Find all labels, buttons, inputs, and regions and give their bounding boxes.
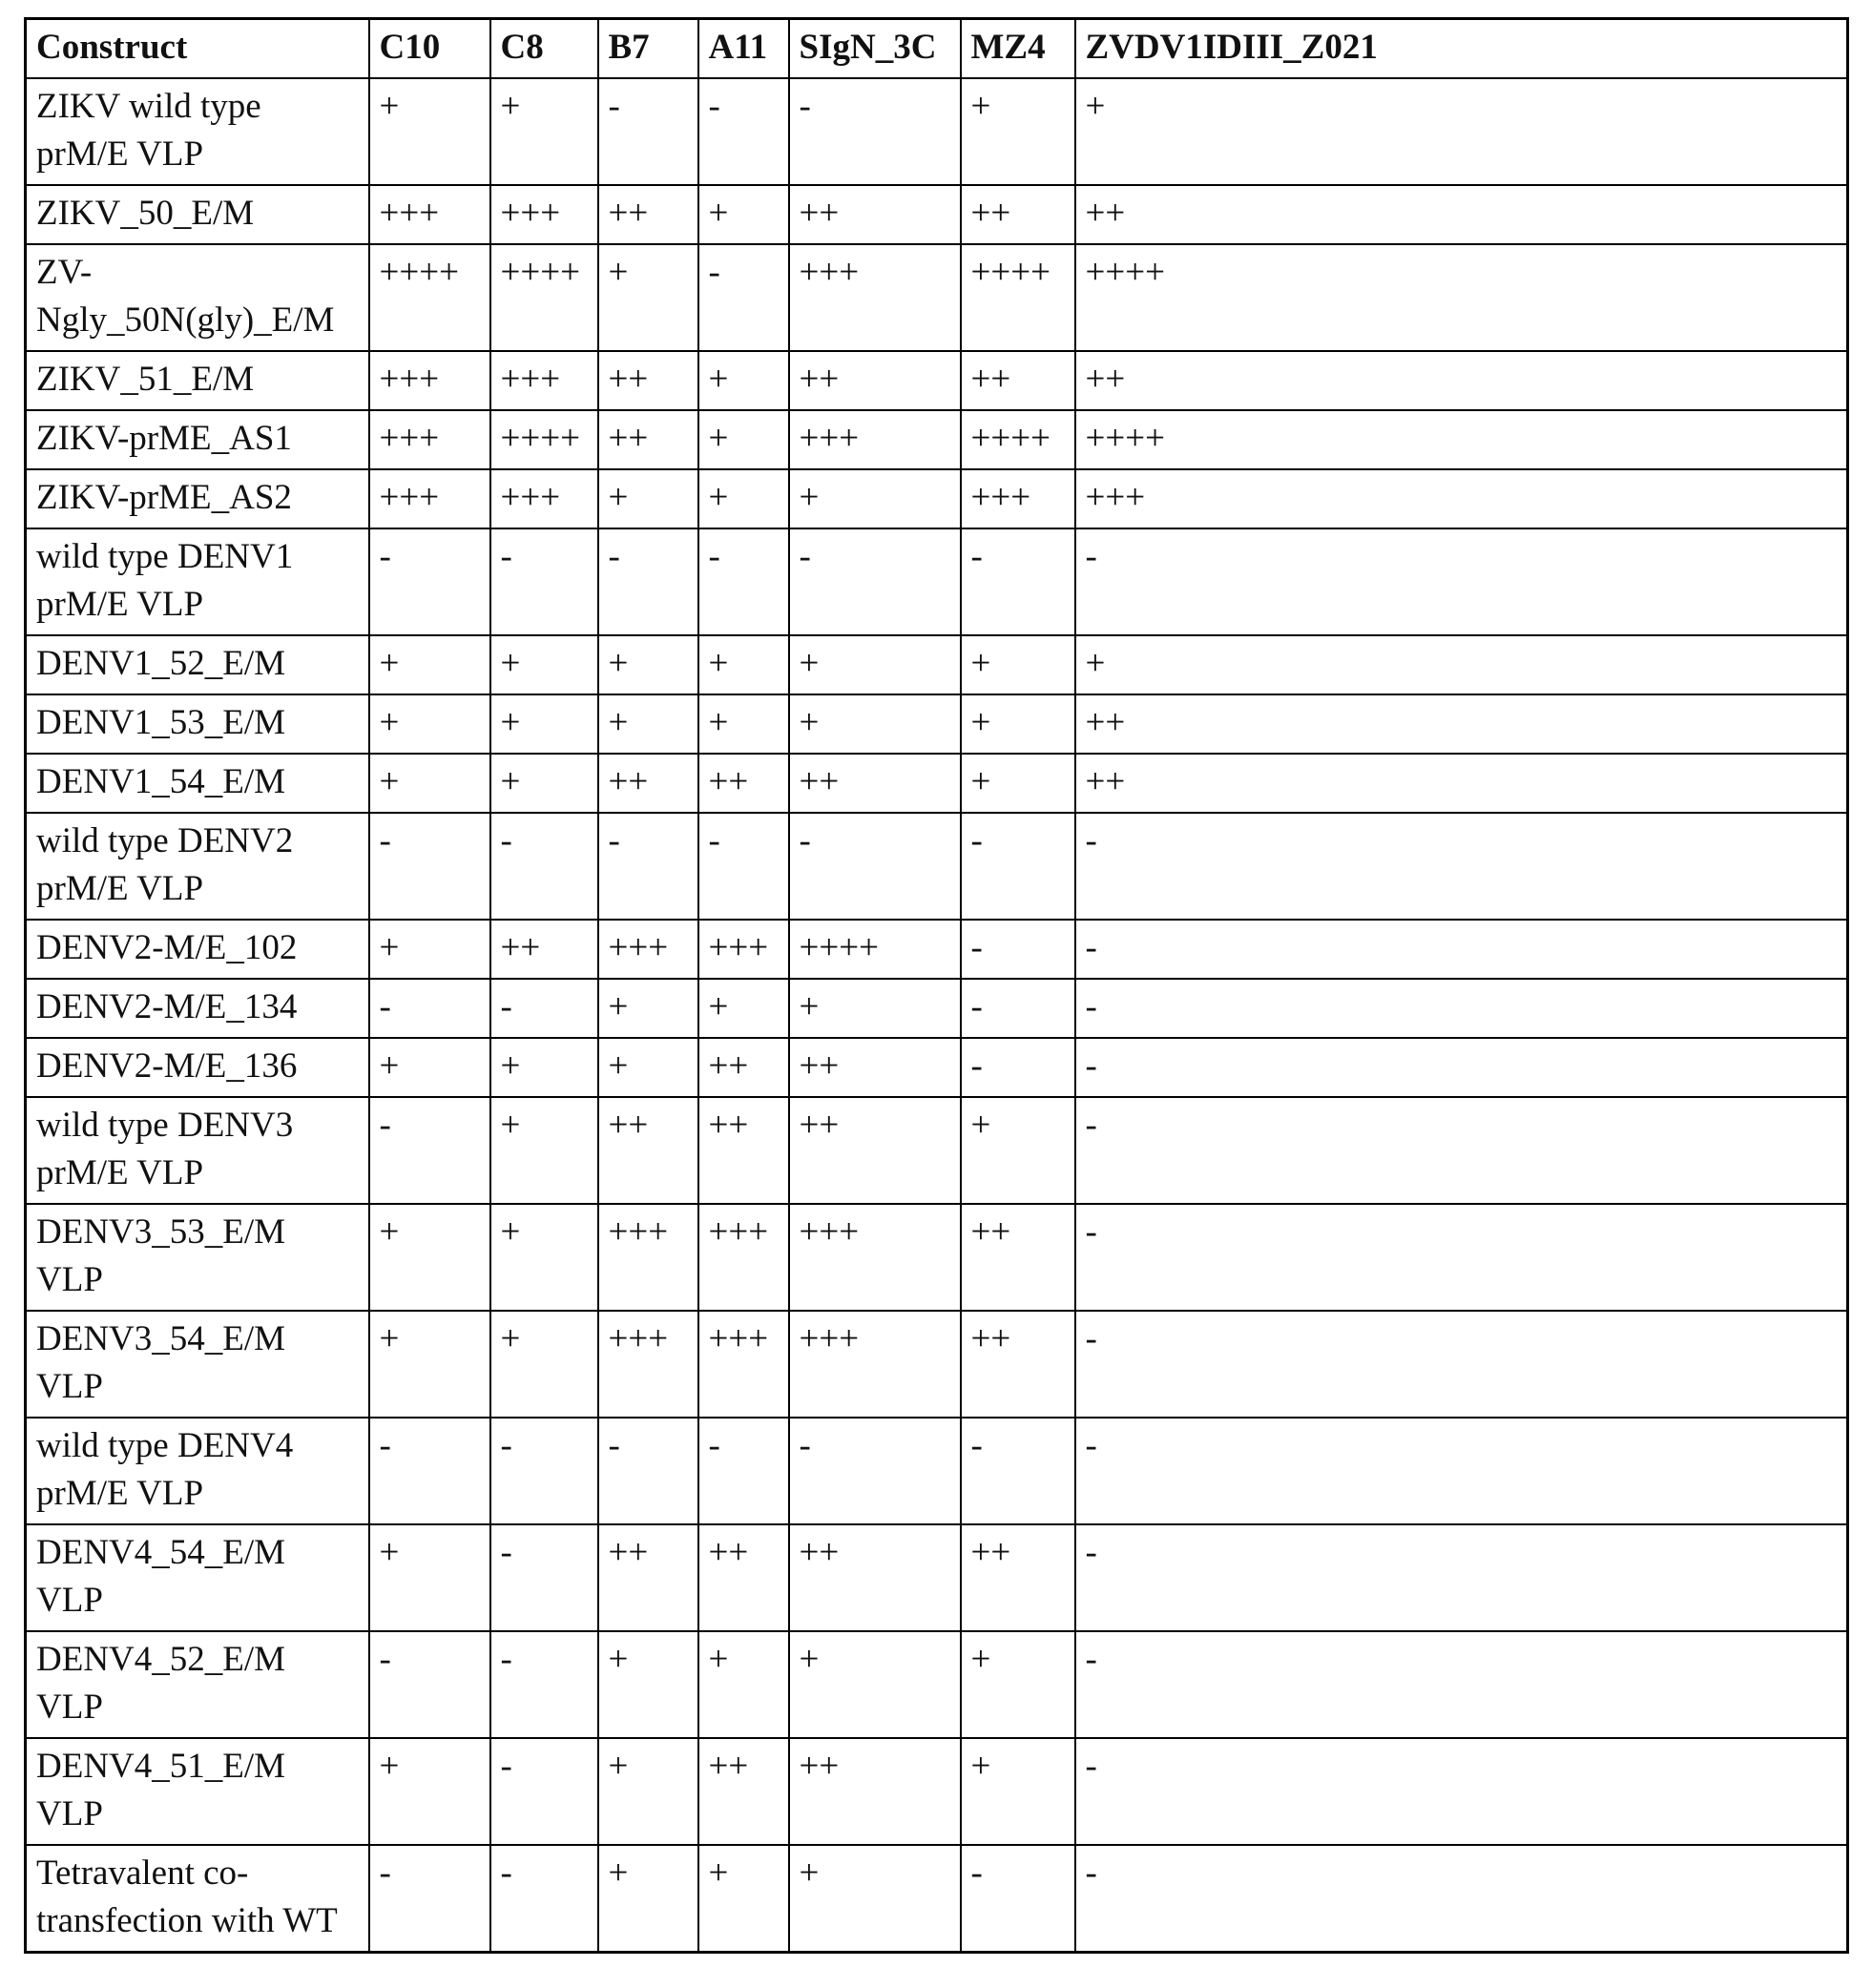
value-cell: - <box>1075 1204 1848 1311</box>
value-cell: - <box>961 813 1075 920</box>
value-cell: ++ <box>789 185 961 244</box>
value-cell: ++ <box>490 920 598 979</box>
table-row <box>26 1204 1848 1311</box>
value-cell: ++ <box>1075 694 1848 754</box>
value-cell: + <box>698 979 789 1038</box>
value-cell: +++ <box>369 185 490 244</box>
construct-cell: ZIKV wild type prM/E VLP <box>26 78 369 185</box>
value-cell: + <box>961 1097 1075 1204</box>
value-cell: ++ <box>789 1097 961 1204</box>
table-row <box>26 410 1848 469</box>
value-cell: + <box>961 694 1075 754</box>
value-cell: + <box>598 1631 698 1738</box>
value-cell: + <box>598 244 698 351</box>
value-cell: +++ <box>789 1311 961 1418</box>
value-cell: - <box>369 813 490 920</box>
column-header-c8: C8 <box>490 19 598 79</box>
column-header-sign-3c: SIgN_3C <box>789 19 961 79</box>
value-cell: - <box>1075 1524 1848 1631</box>
value-cell: + <box>789 979 961 1038</box>
value-cell: +++ <box>598 920 698 979</box>
value-cell: - <box>1075 1418 1848 1524</box>
value-cell: + <box>961 78 1075 185</box>
value-cell: - <box>961 979 1075 1038</box>
value-cell: ++++ <box>961 244 1075 351</box>
value-cell: + <box>961 754 1075 813</box>
value-cell: - <box>490 1524 598 1631</box>
value-cell: - <box>598 78 698 185</box>
table-row <box>26 1738 1848 1845</box>
value-cell: + <box>369 78 490 185</box>
table-row <box>26 1845 1848 1953</box>
value-cell: - <box>1075 979 1848 1038</box>
value-cell: ++ <box>1075 185 1848 244</box>
construct-cell: ZV- Ngly_50N(gly)_E/M <box>26 244 369 351</box>
column-header-mz4: MZ4 <box>961 19 1075 79</box>
value-cell: - <box>698 244 789 351</box>
value-cell: + <box>698 694 789 754</box>
value-cell: ++ <box>961 1311 1075 1418</box>
value-cell: ++ <box>698 1738 789 1845</box>
value-cell: - <box>1075 1631 1848 1738</box>
value-cell: +++ <box>490 469 598 528</box>
value-cell: + <box>789 1631 961 1738</box>
value-cell: + <box>369 635 490 694</box>
value-cell: - <box>490 1738 598 1845</box>
value-cell: + <box>369 1204 490 1311</box>
value-cell: + <box>961 1738 1075 1845</box>
value-cell: + <box>598 979 698 1038</box>
construct-cell: Tetravalent co- transfection with WT <box>26 1845 369 1953</box>
value-cell: ++ <box>598 754 698 813</box>
value-cell: - <box>490 1418 598 1524</box>
value-cell: ++ <box>789 1524 961 1631</box>
value-cell: - <box>961 1845 1075 1953</box>
value-cell: ++ <box>789 351 961 410</box>
value-cell: + <box>490 78 598 185</box>
value-cell: + <box>961 635 1075 694</box>
header-row <box>26 19 1848 79</box>
value-cell: ++ <box>789 754 961 813</box>
value-cell: +++ <box>369 351 490 410</box>
value-cell: ++ <box>598 1097 698 1204</box>
value-cell: ++++ <box>490 244 598 351</box>
construct-cell: ZIKV-prME_AS1 <box>26 410 369 469</box>
value-cell: + <box>598 635 698 694</box>
value-cell: +++ <box>698 920 789 979</box>
construct-cell: ZIKV-prME_AS2 <box>26 469 369 528</box>
value-cell: + <box>698 1845 789 1953</box>
value-cell: + <box>1075 78 1848 185</box>
value-cell: + <box>490 635 598 694</box>
construct-cell: ZIKV_51_E/M <box>26 351 369 410</box>
value-cell: +++ <box>369 410 490 469</box>
construct-cell: DENV2-M/E_134 <box>26 979 369 1038</box>
value-cell: - <box>369 528 490 635</box>
value-cell: + <box>598 1738 698 1845</box>
value-cell: - <box>490 979 598 1038</box>
table-row <box>26 78 1848 185</box>
construct-cell: DENV3_54_E/M VLP <box>26 1311 369 1418</box>
table-row <box>26 528 1848 635</box>
value-cell: - <box>1075 1738 1848 1845</box>
table-row <box>26 244 1848 351</box>
value-cell: + <box>490 1038 598 1097</box>
value-cell: + <box>598 1038 698 1097</box>
value-cell: +++ <box>961 469 1075 528</box>
value-cell: + <box>789 1845 961 1953</box>
value-cell: - <box>490 1845 598 1953</box>
column-header-construct: Construct <box>26 19 369 79</box>
value-cell: +++ <box>1075 469 1848 528</box>
value-cell: ++ <box>789 1038 961 1097</box>
construct-cell: DENV2-M/E_136 <box>26 1038 369 1097</box>
value-cell: +++ <box>598 1204 698 1311</box>
value-cell: ++++ <box>789 920 961 979</box>
value-cell: +++ <box>490 351 598 410</box>
value-cell: - <box>1075 1845 1848 1953</box>
value-cell: + <box>490 754 598 813</box>
value-cell: - <box>789 1418 961 1524</box>
value-cell: + <box>490 1204 598 1311</box>
construct-cell: wild type DENV2 prM/E VLP <box>26 813 369 920</box>
value-cell: ++ <box>598 1524 698 1631</box>
value-cell: - <box>369 1845 490 1953</box>
value-cell: - <box>1075 920 1848 979</box>
value-cell: - <box>598 1418 698 1524</box>
table-row <box>26 1038 1848 1097</box>
value-cell: + <box>698 410 789 469</box>
value-cell: + <box>1075 635 1848 694</box>
value-cell: + <box>369 1738 490 1845</box>
value-cell: - <box>789 78 961 185</box>
value-cell: +++ <box>490 185 598 244</box>
value-cell: + <box>490 1097 598 1204</box>
construct-cell: ZIKV_50_E/M <box>26 185 369 244</box>
value-cell: + <box>369 920 490 979</box>
value-cell: + <box>369 1038 490 1097</box>
value-cell: ++++ <box>490 410 598 469</box>
construct-cell: DENV1_53_E/M <box>26 694 369 754</box>
value-cell: + <box>598 1845 698 1953</box>
value-cell: - <box>1075 1097 1848 1204</box>
table-row <box>26 1311 1848 1418</box>
value-cell: - <box>490 1631 598 1738</box>
value-cell: + <box>369 1311 490 1418</box>
value-cell: + <box>369 1524 490 1631</box>
table-row <box>26 979 1848 1038</box>
value-cell: - <box>1075 1311 1848 1418</box>
value-cell: ++ <box>1075 351 1848 410</box>
value-cell: - <box>490 813 598 920</box>
value-cell: + <box>698 1631 789 1738</box>
value-cell: - <box>961 1418 1075 1524</box>
value-cell: - <box>369 1631 490 1738</box>
value-cell: - <box>961 1038 1075 1097</box>
binding-table <box>24 17 1849 1954</box>
column-header-b7: B7 <box>598 19 698 79</box>
table-row <box>26 1524 1848 1631</box>
value-cell: +++ <box>698 1311 789 1418</box>
table-row <box>26 469 1848 528</box>
value-cell: - <box>961 920 1075 979</box>
construct-cell: DENV1_52_E/M <box>26 635 369 694</box>
table-row <box>26 635 1848 694</box>
value-cell: - <box>789 813 961 920</box>
table-row <box>26 1097 1848 1204</box>
value-cell: - <box>490 528 598 635</box>
column-header-zvdv1idiii: ZVDV1IDIII_Z021 <box>1075 19 1848 79</box>
table-row <box>26 920 1848 979</box>
value-cell: - <box>369 1097 490 1204</box>
value-cell: + <box>598 469 698 528</box>
value-cell: + <box>789 469 961 528</box>
table-row <box>26 754 1848 813</box>
value-cell: + <box>789 694 961 754</box>
value-cell: - <box>1075 528 1848 635</box>
value-cell: - <box>789 528 961 635</box>
value-cell: + <box>698 635 789 694</box>
construct-cell: wild type DENV4 prM/E VLP <box>26 1418 369 1524</box>
value-cell: + <box>789 635 961 694</box>
construct-cell: DENV4_54_E/M VLP <box>26 1524 369 1631</box>
table-row <box>26 1631 1848 1738</box>
table-row <box>26 813 1848 920</box>
value-cell: - <box>698 1418 789 1524</box>
value-cell: + <box>961 1631 1075 1738</box>
construct-cell: DENV3_53_E/M VLP <box>26 1204 369 1311</box>
value-cell: ++++ <box>1075 244 1848 351</box>
value-cell: ++ <box>698 754 789 813</box>
value-cell: + <box>369 694 490 754</box>
table-row <box>26 1418 1848 1524</box>
value-cell: ++ <box>961 185 1075 244</box>
value-cell: - <box>698 813 789 920</box>
value-cell: +++ <box>789 244 961 351</box>
value-cell: ++ <box>698 1038 789 1097</box>
value-cell: + <box>698 469 789 528</box>
value-cell: ++ <box>598 185 698 244</box>
value-cell: + <box>369 754 490 813</box>
value-cell: ++ <box>598 410 698 469</box>
value-cell: ++ <box>698 1097 789 1204</box>
value-cell: ++ <box>961 351 1075 410</box>
value-cell: +++ <box>789 410 961 469</box>
value-cell: ++ <box>598 351 698 410</box>
value-cell: - <box>369 979 490 1038</box>
value-cell: +++ <box>598 1311 698 1418</box>
value-cell: + <box>698 185 789 244</box>
column-header-a11: A11 <box>698 19 789 79</box>
value-cell: - <box>698 528 789 635</box>
table-row <box>26 185 1848 244</box>
construct-cell: wild type DENV3 prM/E VLP <box>26 1097 369 1204</box>
construct-cell: DENV4_51_E/M VLP <box>26 1738 369 1845</box>
value-cell: ++ <box>961 1204 1075 1311</box>
value-cell: - <box>1075 1038 1848 1097</box>
value-cell: - <box>698 78 789 185</box>
value-cell: + <box>598 694 698 754</box>
value-cell: + <box>490 694 598 754</box>
table-row <box>26 694 1848 754</box>
value-cell: ++ <box>698 1524 789 1631</box>
value-cell: + <box>698 351 789 410</box>
value-cell: - <box>1075 813 1848 920</box>
value-cell: + <box>490 1311 598 1418</box>
value-cell: ++ <box>1075 754 1848 813</box>
value-cell: ++ <box>961 1524 1075 1631</box>
value-cell: - <box>598 813 698 920</box>
value-cell: - <box>369 1418 490 1524</box>
value-cell: ++++ <box>1075 410 1848 469</box>
value-cell: +++ <box>698 1204 789 1311</box>
value-cell: ++++ <box>369 244 490 351</box>
value-cell: - <box>961 528 1075 635</box>
value-cell: ++ <box>789 1738 961 1845</box>
value-cell: ++++ <box>961 410 1075 469</box>
document-page <box>24 17 1849 1954</box>
table-row <box>26 351 1848 410</box>
value-cell: +++ <box>789 1204 961 1311</box>
value-cell: - <box>598 528 698 635</box>
construct-cell: DENV4_52_E/M VLP <box>26 1631 369 1738</box>
construct-cell: DENV2-M/E_102 <box>26 920 369 979</box>
column-header-c10: C10 <box>369 19 490 79</box>
construct-cell: wild type DENV1 prM/E VLP <box>26 528 369 635</box>
value-cell: +++ <box>369 469 490 528</box>
construct-cell: DENV1_54_E/M <box>26 754 369 813</box>
